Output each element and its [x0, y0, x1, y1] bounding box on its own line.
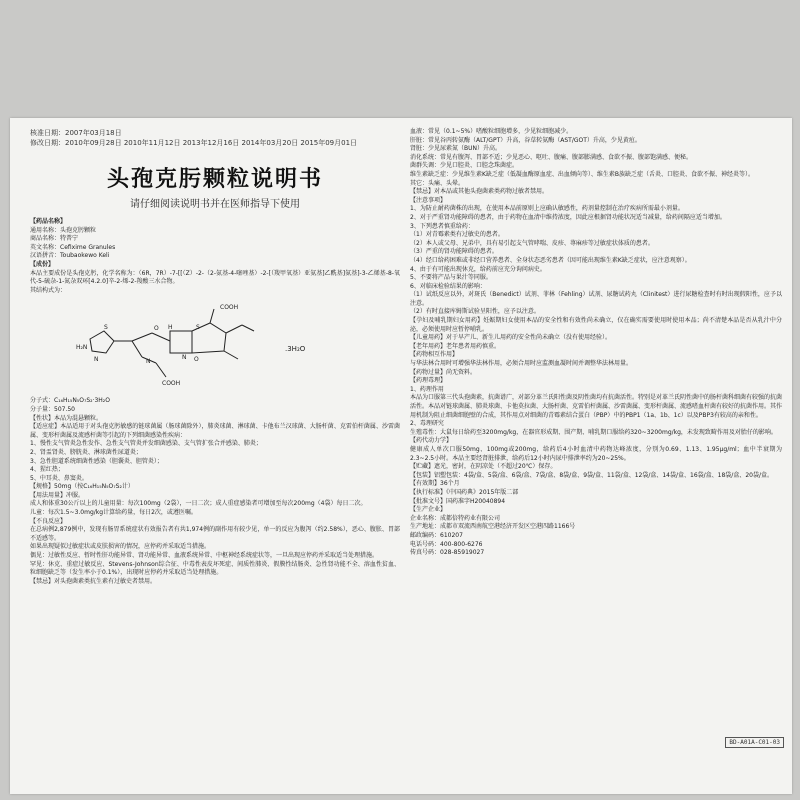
print-code-stamp: BD-A01A-C01-03: [725, 737, 784, 748]
dosage-text: 【用法用量】冲服。 成人和体重30公斤以上的儿童用量：每次100mg（2袋），一日二次；成人重症感染者可增加至每次200mg（4袋）每日二次。 儿童：每次1.5~3.0mg/kg计算给药量，每日2次，或遵医嘱。: [30, 491, 367, 517]
svg-text:N: N: [182, 354, 187, 362]
document-subtitle: 请仔细阅读说明书并在医师指导下使用: [130, 199, 300, 210]
spec-text: 【规格】50mg（按C₁₆H₁₅N₅O₇S₂计）: [30, 483, 134, 491]
nh2-label: H₂N: [76, 344, 88, 352]
drug-name-block: 通用名称：头孢克肟颗粒 商品名称：特普宁 英文名称：Cefixime Granules 汉语拼音：Toubaokewo Keli: [30, 226, 116, 260]
elderly-text: 【老年用药】老年患者用药慎重。: [410, 342, 501, 350]
storage-text: 【贮藏】遮光，密封，在阴凉处（不超过20℃）保存。: [410, 463, 557, 471]
svg-text:COOH: COOH: [162, 380, 181, 388]
svg-text:S: S: [196, 324, 200, 332]
approval-number: 【批准文号】国药准字H20040894: [410, 497, 506, 505]
hydrate-label: .3H₂O: [285, 345, 306, 354]
indication-text: 【适应症】本品适用于对头孢克肟敏感的链球菌属（肠球菌除外），肺炎球菌、淋球菌、卡他布兰汉球菌、大肠杆菌、克雷伯杆菌属、沙雷菌属、变形杆菌属及流感杆菌等引起的下列细菌感染性疾病： 1、慢性支气管炎急性发作、急性支气管炎并发细菌感染、支气管扩张合并感染、肺炎； 2、肾盂肾炎、膀胱炎、淋球菌性尿道炎； 3、急性胆道系统细菌性感染（胆囊炎、胆管炎）； 4、猩红热； 5、中耳炎、鼻窦炎。: [30, 423, 400, 482]
pediatric-text: 【儿童用药】对于早产儿、新生儿用药的安全性尚未确立（没有使用经验）。: [410, 334, 612, 342]
svg-text:O: O: [194, 356, 199, 364]
character-text: 【性状】本品为混悬颗粒。: [30, 414, 103, 422]
pharmacokinetics-text: 【药代动力学】 健康成人单次口服50mg、100mg或200mg，给药后4小时血清中药物达峰浓度，分别为0.69、1.13、1.95μg/ml；血中半衰期为2.3~2.5小时。本品主要经肾脏排泄，给药后12小时内尿中排泄率约为20~25%。: [410, 437, 782, 462]
ingredients-text: 本品主要成份是头孢克肟，化学名称为：（6R，7R）-7-[[（Z）-2-（2-氨基-4-噻唑基）-2-[（羧甲氧基）亚氨基]乙酰基]氨基]-3-乙烯基-8-氧代-5-硫杂-1-氮杂双环[4.2.0]辛-2-烯-2-羧酸三水合物。 其结构式为：: [30, 269, 400, 294]
revision-dates: 修改日期：2010年09月28日 2010年11月12日 2013年12月16日 2014年03月20日 2015年09月01日: [30, 139, 358, 147]
molecular-formula: 分子式：C₁₆H₁₅N₅O₇S₂·3H₂O 分子量：507.50: [30, 397, 110, 413]
adverse-continued: 血液：常见（0.1~5%）嗜酸粒细胞增多，少见粒细胞减少。 肝脏：常见谷丙转氨酶（ALT/GPT）升高，谷草转氨酶（AST/GOT）升高，少见黄疸。 肾脏：少见尿素氮（BUN）升高。 消化系统：常见有腹泻、胃部不适；少见恶心、呕吐、腹痛、腹部膨满感、食欲不振、腹部饱满感、便秘。 菌群失调：少见口腔炎、口腔念珠菌症。 维生素缺乏症：少见维生素K缺乏症（低凝血酶原血症、出血倾向等）、维生素B族缺乏症（舌炎、口腔炎、食欲不振、神经炎等）。 其它：头痛、头晕。: [410, 128, 755, 187]
right-column: [410, 128, 782, 558]
standard-text: 【执行标准】《中国药典》2015年版二部: [410, 488, 519, 496]
insert-sheet: [10, 118, 792, 794]
overdose-text: 【药物过量】尚无资料。: [410, 368, 477, 376]
svg-text:COOH: COOH: [220, 304, 239, 312]
cautions-text: 【注意事项】 1、为防止耐药菌株的出现，在使用本品前原则上应确认敏感性，药剂量控制在治疗疾病所需最小剂量。 2、对于严重肾功能障碍的患者，由于药物在血清中维持浓度，因此应根据肾功能状况适当减量，给药间隔应适当增加。 3、下列患者慎重给药： （1）对青霉素类有过敏史的患者。 （2）本人或父母、兄弟中，具有易引起支气管哮喘、皮疹、荨麻疹等过敏症状体质的患者。 （3）严重的肾功能障碍的患者。 （4）经口给药困难或非经口营养患者、全身状态恶劣患者（因可能出现维生素K缺乏症状，应注意观察）。 4、由于有可能出现休克，给药前应充分询问病史。 5、不要将产品与果汁等同服。 6、对临床检验结果的影响： （1）试纸反应以外，对斑氏（Benedict）试剂、菲林（Fehling）试剂、尿糖试药丸（Clinitest）进行尿糖检查时有时出现假阳性，应予以注意。 （2）有时直接库姆斯试验呈阳性，应予以注意。: [410, 196, 782, 316]
svg-text:N: N: [94, 356, 99, 364]
pregnancy-text: 【孕妇及哺乳期妇女用药】妊娠期妇女使用本品的安全性和有效性尚未确立，仅在确实需要使用时使用本品；尚不清楚本品是否从乳汁中分泌，必须使用时应暂停哺乳。: [410, 317, 782, 333]
validity-text: 【有效期】36个月: [410, 480, 460, 488]
svg-text:H: H: [168, 324, 173, 332]
svg-text:S: S: [104, 324, 108, 332]
contraindication-text: 【禁忌】对头孢菌素类抗生素有过敏史者禁用。: [30, 577, 157, 585]
manufacturer-text: 【生产企业】 企业名称：成都倍特药业有限公司 生产地址：成都市双流西南航空港经济开发区空港四路1166号 邮政编码：610207 电话号码：400-800-6276 传真号码：028-85919027: [410, 506, 576, 557]
svg-text:N: N: [146, 358, 151, 366]
left-column: [30, 128, 400, 586]
pharmacology-text: 【药理毒理】 1、药理作用 本品为口服第三代头孢菌素，抗菌谱广，对部分革兰氏阳性菌及阴性菌均有抗菌活性。特别是对革兰氏阴性菌中的肠杆菌科细菌有较强的抗菌活性。本品对链球菌属、肺炎球菌、卡他莫拉菌、大肠杆菌、克雷伯杆菌属、沙雷菌属、变形杆菌属、流感嗜血杆菌有较好的抗菌作用。其作用机制为阻止细菌细胞壁的合成，其作用点对细菌的青霉素结合蛋白（PBP）中的PBP1（1a、1b、1c）以及PBP3有较高的亲和性。 2、毒理研究 生殖毒性：大鼠每日给药至3200mg/kg，在器官形成期、围产期、哺乳期口服给药320~3200mg/kg，未发现致畸作用及对胎仔的影响。: [410, 377, 783, 436]
package-text: 【包装】铝塑包装：4袋/盒、5袋/盒、6袋/盒、7袋/盒、8袋/盒、9袋/盒、11袋/盒、12袋/盒、14袋/盒、16袋/盒、18袋/盒、20袋/盒。: [410, 471, 773, 479]
adverse-text: 【不良反应】 在总病例2,879例中，发现有肠胃系统症状有效报告者有共1,974例的副作用有较少见，单一的反应为腹泻（约2.58%），恶心、腹胀、胃部不适感等。 如果出现疑似过敏症状或皮肤损害的情况，应停药并采取适当措施。 偶见：过敏性反应、暂时性肝功能异常、肾功能异常、血液系统异常、中枢神经系统症状等，一旦出现应停药并采取适当处理措施。 罕见：休克、重症过敏反应、Stevens-Johnson综合征、中毒性表皮坏死症、间质性肺炎、假膜性结肠炎、急性肾功能不全、溶血性贫血、粒细胞缺乏等（发生率小于0.1%），出现时应停药并采取适当处理措施。: [30, 517, 400, 577]
structural-formula: [30, 301, 400, 393]
document-title: 头孢克肟颗粒说明书: [106, 167, 323, 192]
interaction-text: 【药物相互作用】 与华法林合用时可增强华法林作用，必须合用时应监测血凝时间并调整华法林用量。: [410, 351, 633, 368]
svg-text:O: O: [154, 325, 159, 333]
approval-date: 核准日期：2007年03月18日: [30, 129, 122, 137]
contraindication-right: 【禁忌】对本品或其他头孢菌素类药物过敏者禁用。: [410, 188, 549, 196]
drug-name-heading: 【药品名称】: [30, 218, 67, 225]
structure-diagram: [70, 301, 280, 393]
ingredients-heading: 【成份】: [30, 260, 55, 268]
